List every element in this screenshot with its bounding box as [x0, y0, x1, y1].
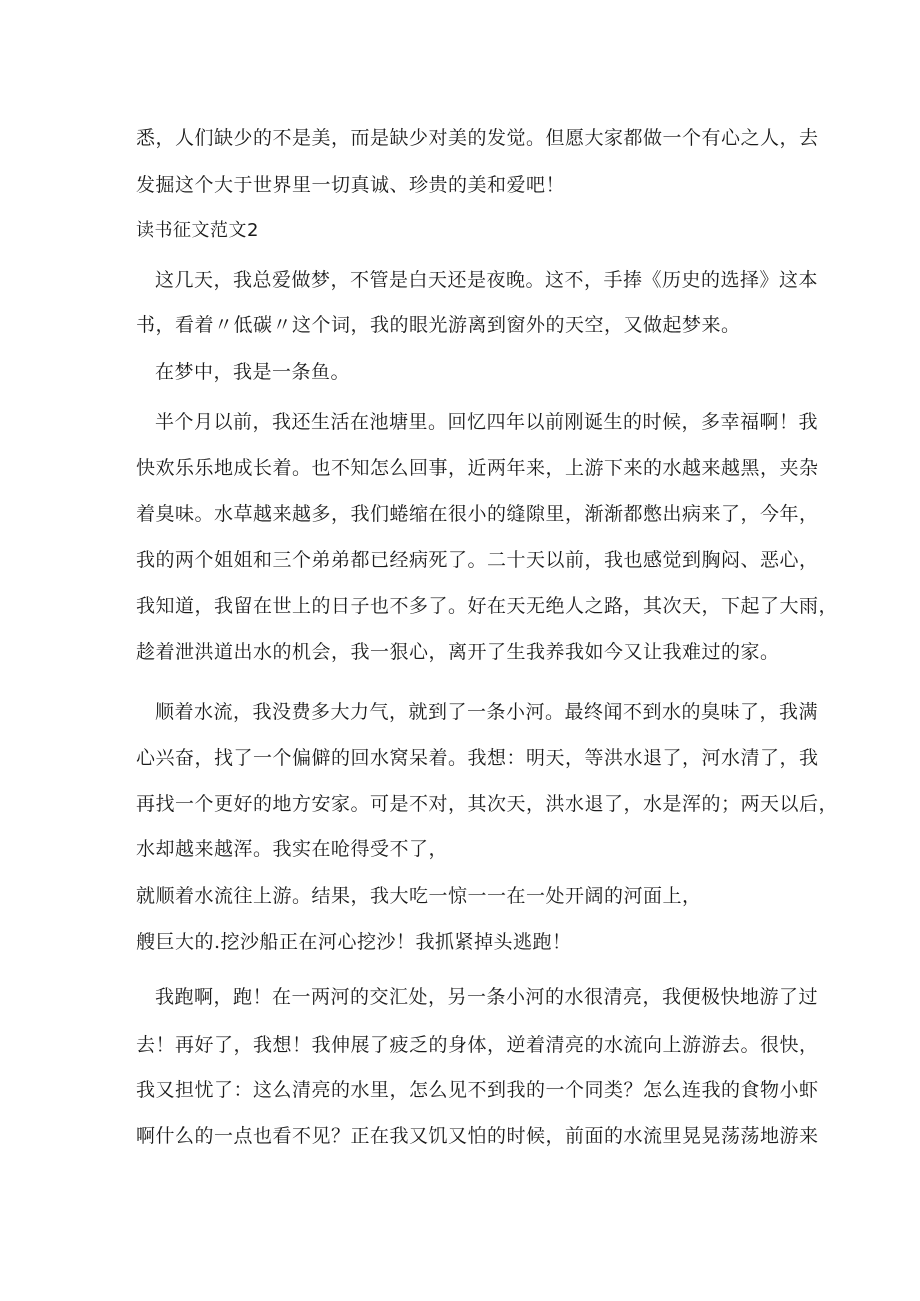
paragraph-1-line-1: 这几天，我总爱做梦，不管是白天还是夜晚。这不，手捧《历史的选择》这本 [155, 269, 819, 291]
section-heading: 读书征文范文2 [136, 220, 259, 241]
paragraph-7-line-4: 啊什么的一点也看不见？正在我又饥又怕的时候，前面的水流里晃晃荡荡地游来 [136, 1125, 819, 1147]
paragraph-7-line-3: 我又担忧了：这么清亮的水里，怎么见不到我的一个同类？怎么连我的食物小虾 [136, 1079, 819, 1101]
paragraph-3-line-4: 我的两个姐姐和三个弟弟都已经病死了。二十天以前，我也感觉到胸闷、恶心， [136, 549, 819, 571]
paragraph-3-line-3: 着臭味。水草越来越多，我们蜷缩在很小的缝隙里，渐渐都憋出病来了，今年， [136, 503, 819, 525]
paragraph-6-line-1: 艘巨大的.挖沙船正在河心挖沙！我抓紧掉头逃跑！ [136, 931, 572, 953]
paragraph-4-line-2: 心兴奋，找了一个偏僻的回水窝呆着。我想：明天，等洪水退了，河水清了，我 [136, 747, 819, 769]
paragraph-4-line-1: 顺着水流，我没费多大力气，就到了一条小河。最终闻不到水的臭味了，我满 [155, 701, 819, 723]
paragraph-7-line-1: 我跑啊，跑！在一两河的交汇处，另一条小河的水很清亮，我便极快地游了过 [155, 986, 819, 1008]
paragraph-2-line-1: 在梦中，我是一条鱼。 [155, 361, 351, 383]
text-line-2: 发掘这个大于世界里一切真诚、珍贵的美和爱吧！ [136, 174, 566, 196]
paragraph-7-line-2: 去！再好了，我想！我伸展了疲乏的身体，逆着清亮的水流向上游游去。很快， [136, 1034, 819, 1056]
paragraph-1-line-2: 书，看着〃低碳〃这个词，我的眼光游离到窗外的天空，又做起梦来。 [136, 314, 741, 336]
paragraph-4-line-4: 水却越来越浑。我实在呛得受不了， [136, 838, 449, 860]
paragraph-3-line-5: 我知道，我留在世上的日子也不多了。好在天无绝人之路，其次天，下起了大雨， [136, 595, 839, 617]
text-line-1: 悉，人们缺少的不是美，而是缺少对美的发觉。但愿大家都做一个有心之人，去 [136, 127, 819, 149]
paragraph-3-line-1: 半个月以前，我还生活在池塘里。回忆四年以前刚诞生的时候，多幸福啊！我 [155, 411, 819, 433]
paragraph-3-line-2: 快欢乐乐地成长着。也不知怎么回事，近两年来，上游下来的水越来越黑，夹杂 [136, 457, 819, 479]
paragraph-5-line-1: 就顺着水流往上游。结果，我大吃一惊一一在一处开阔的河面上， [136, 885, 702, 907]
paragraph-4-line-3: 再找一个更好的地方安家。可是不对，其次天，洪水退了，水是浑的；两天以后， [136, 793, 839, 815]
paragraph-3-line-6: 趁着泄洪道出水的机会，我一狠心，离开了生我养我如今又让我难过的家。 [136, 641, 780, 663]
